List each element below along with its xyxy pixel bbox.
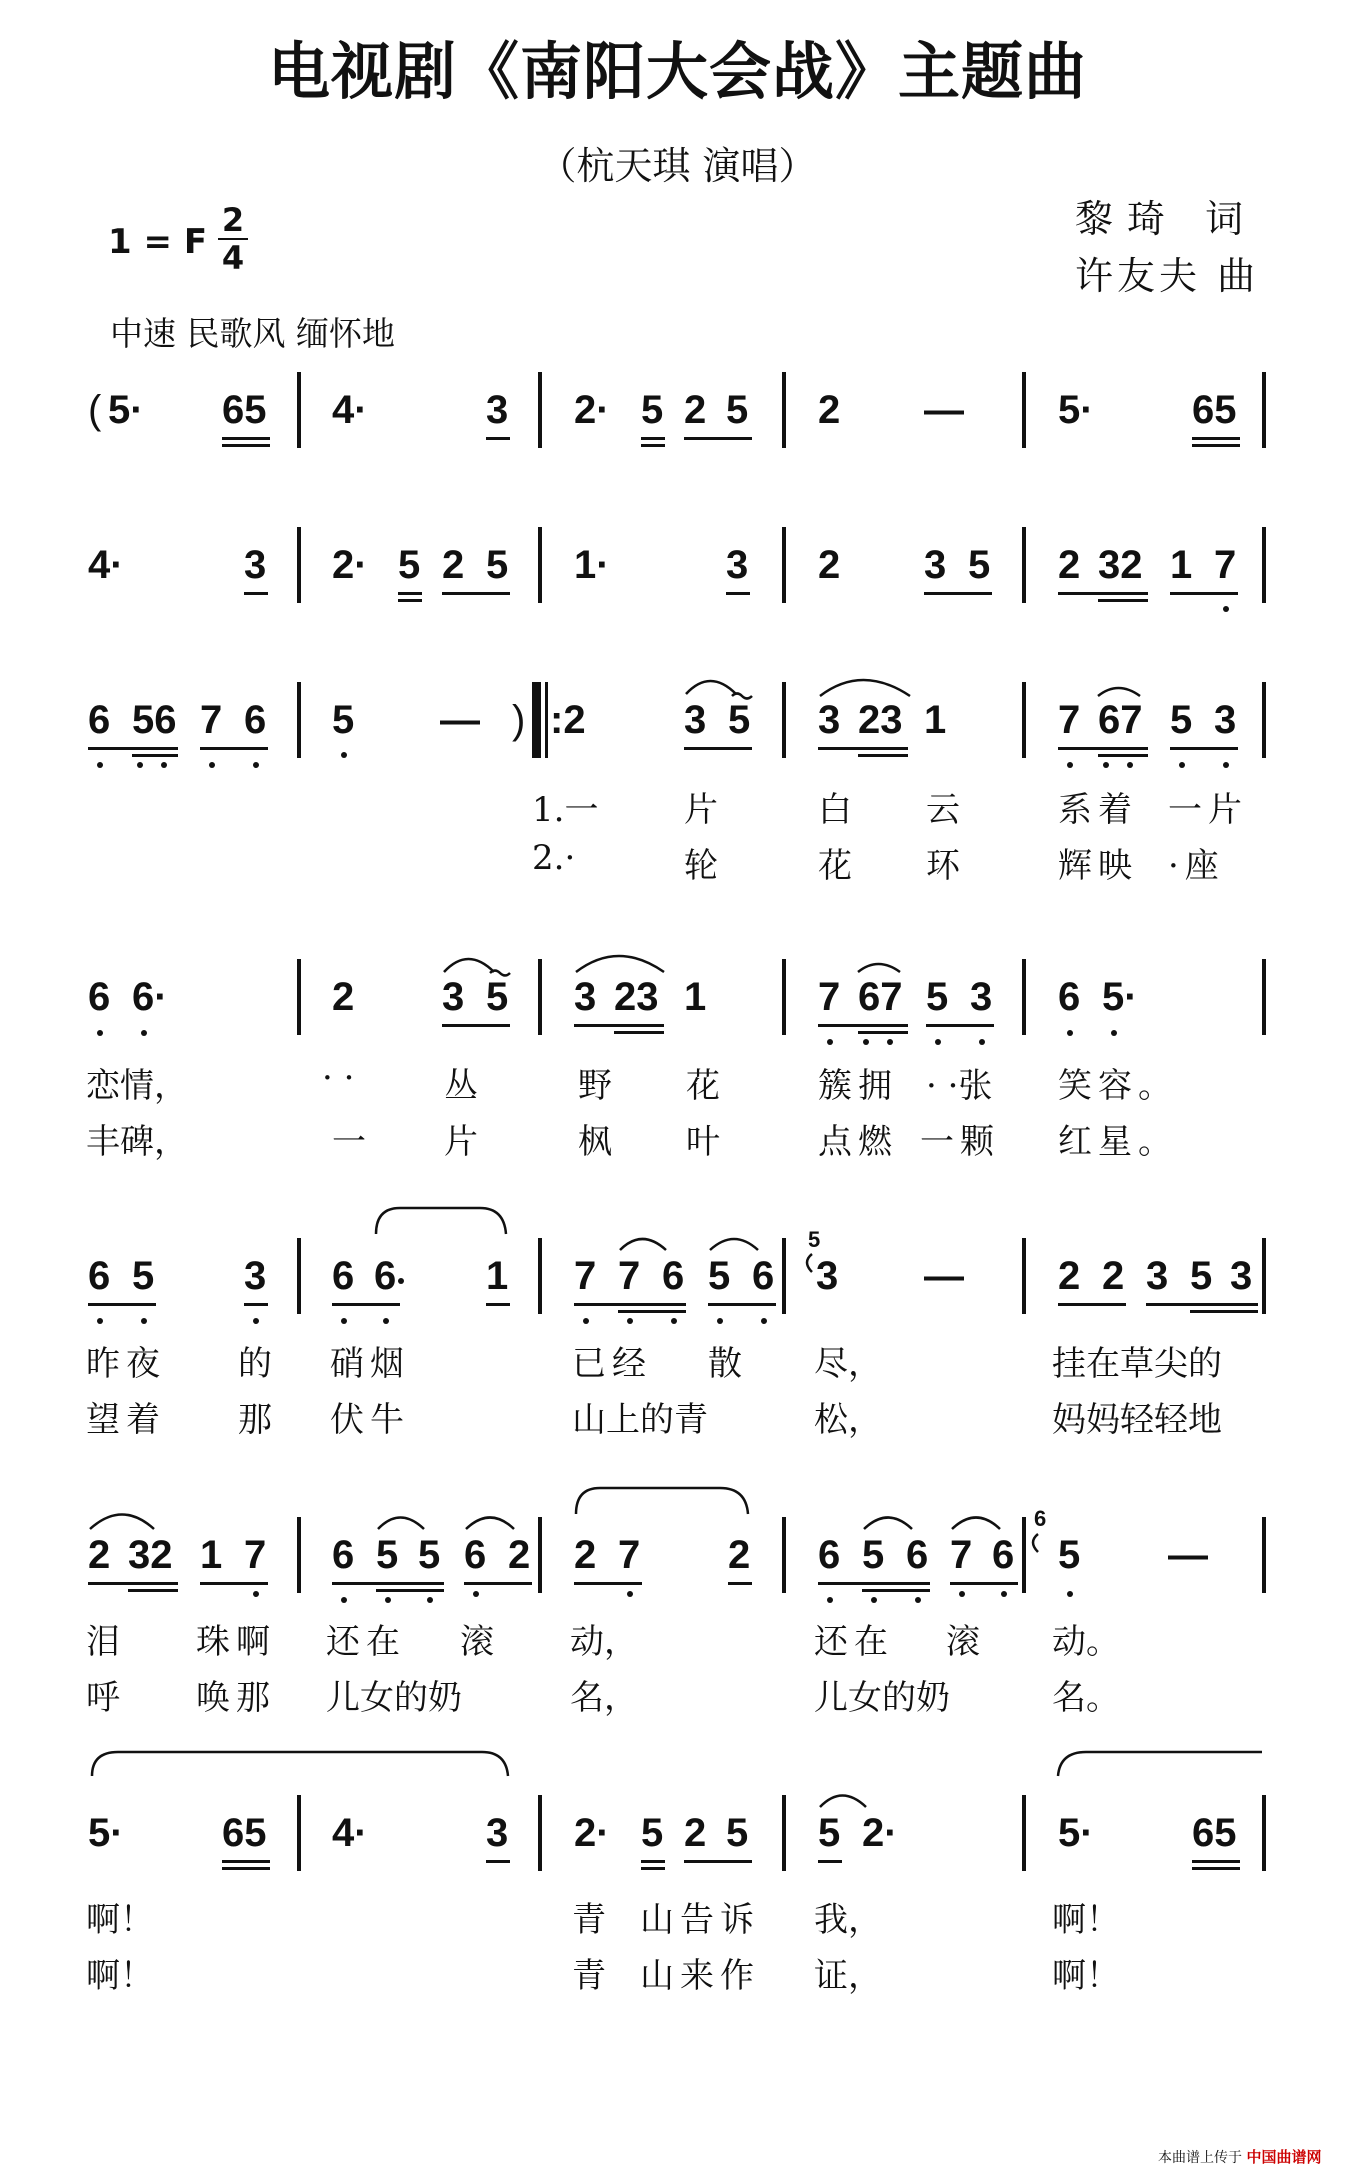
note: 7 (200, 698, 223, 742)
tie (92, 1752, 508, 1776)
lyric-verse-1: 散 (708, 1344, 742, 1384)
slur (820, 1796, 866, 1808)
note: 2 (818, 543, 841, 587)
note: 3 (684, 698, 707, 742)
note: 5 (926, 975, 949, 1019)
lyric-verse-2: 松， (814, 1400, 882, 1440)
note: 5 (726, 1811, 749, 1855)
note: 2 (684, 1811, 707, 1855)
lyric-verse-2: 轮 (684, 846, 718, 886)
note: 7 (244, 1533, 267, 1577)
lyric-verse-1: 尽， (814, 1344, 882, 1384)
note: 5 (641, 1811, 664, 1855)
lyric-verse-1: 硝烟 (330, 1344, 410, 1384)
lyric-verse-2: 望着 (86, 1400, 166, 1440)
note: 5 (728, 698, 751, 742)
note: 6 (464, 1533, 487, 1577)
note: 6 (332, 1533, 355, 1577)
note: 3 (816, 1254, 839, 1298)
note: 6 (818, 1533, 841, 1577)
note: 5 (486, 543, 509, 587)
note: 65 (222, 1811, 267, 1855)
note: 3 (486, 1811, 509, 1855)
lyric-verse-2: 枫 (578, 1122, 612, 1162)
lyric-verse-2: 红星。 (1058, 1122, 1178, 1162)
lyric-verse-1: 山告诉 (640, 1900, 760, 1940)
note: 3 (1230, 1254, 1253, 1298)
lyric-verse-2: 名， (570, 1678, 638, 1718)
note: 67 (858, 975, 903, 1019)
repeat-start-note: :2 (550, 698, 586, 742)
dash: — (924, 388, 964, 432)
dash: — (924, 1254, 964, 1298)
lyric-verse-1: 动， (570, 1622, 638, 1662)
lyric-verse-2: 环 (926, 846, 960, 886)
lyric-verse-2: 儿女的奶 (326, 1678, 462, 1718)
lyric-verse-1: 恋情， (86, 1066, 188, 1106)
lyric-verse-2: 唤那 (196, 1678, 276, 1718)
note: 5· (1058, 1811, 1094, 1855)
dash: — (1168, 1533, 1208, 1577)
grace-note: 5 (808, 1227, 821, 1252)
lyric-verse-2: 伏牛 (330, 1400, 410, 1440)
note: 3 (818, 698, 841, 742)
time-signature-numerator: 2 (221, 201, 245, 239)
note: 2 (684, 388, 707, 432)
note: 1 (486, 1254, 509, 1298)
note: 7 (1214, 543, 1237, 587)
note: 65 (1192, 388, 1237, 432)
note: 5 (418, 1533, 441, 1577)
note: 7 (618, 1533, 641, 1577)
note: 6 (1058, 975, 1081, 1019)
lyric-verse-2: 青 (572, 1956, 606, 1996)
lyric-verse-2: 一 (332, 1122, 366, 1162)
lyric-verse-1: 青 (572, 1900, 606, 1940)
lyric-verse-1: 片 (684, 790, 718, 830)
note: 5 (1170, 698, 1193, 742)
note: 23 (858, 698, 903, 742)
lyric-verse-1: 花 (686, 1066, 720, 1106)
lyric-verse-1: 簇拥 (818, 1066, 898, 1106)
lyric-verse-2: 一颗 (920, 1122, 1000, 1162)
lyricist-credit: 黎琦 词 (1075, 197, 1258, 241)
note: 67 (1098, 698, 1143, 742)
dash: — (440, 698, 480, 742)
lyric-verse-1: 滚 (946, 1622, 980, 1662)
note: 2 (1058, 543, 1081, 587)
lyric-verse-1: 云 (926, 790, 960, 830)
note: 3 (1214, 698, 1237, 742)
note: 2 (818, 388, 841, 432)
note: 2 (1102, 1254, 1125, 1298)
lyric-verse-1: 丛 (444, 1066, 478, 1106)
footer-upload-note (1158, 2146, 1321, 2167)
note: 32 (128, 1533, 173, 1577)
note: 5 (708, 1254, 731, 1298)
note: 5 (641, 388, 664, 432)
note: 3 (574, 975, 597, 1019)
note: 3 (244, 543, 267, 587)
note: 5· (1058, 388, 1094, 432)
note: 5 (862, 1533, 885, 1577)
note: 2 (332, 975, 355, 1019)
note: 4· (332, 388, 368, 432)
lyric-verse-1: 滚 (460, 1622, 494, 1662)
lyric-verse-1: 1.一 (532, 790, 599, 830)
note: 5 (486, 975, 509, 1019)
note: 3 (726, 543, 749, 587)
note: 3 (924, 543, 947, 587)
note: 5 (132, 1254, 155, 1298)
lyric-verse-1: · ·张 (926, 1066, 993, 1106)
note: 3 (970, 975, 993, 1019)
note: 6 (752, 1254, 775, 1298)
note: 32 (1098, 543, 1143, 587)
note: 6 (662, 1254, 685, 1298)
lyric-verse-2: 点燃 (818, 1122, 898, 1162)
lyric-verse-2: 啊！ (1052, 1956, 1120, 1996)
note: 6 (992, 1533, 1015, 1577)
note: 6 (374, 1254, 397, 1298)
lyric-verse-1: 动。 (1052, 1622, 1120, 1662)
note: 7 (950, 1533, 973, 1577)
note: 5 (376, 1533, 399, 1577)
note: 5 (1190, 1254, 1213, 1298)
note: 5 (818, 1811, 841, 1855)
lyric-verse-1: 野 (578, 1066, 612, 1106)
note: 2 (574, 1533, 597, 1577)
tempo-marking: 中速 民歌风 缅怀地 (110, 314, 395, 353)
note: 2· (574, 1811, 610, 1855)
note: 6 (88, 698, 111, 742)
lyric-verse-2: 儿女的奶 (814, 1678, 950, 1718)
lyric-verse-2: 片 (444, 1122, 478, 1162)
note: 7 (818, 975, 841, 1019)
note: 5 (1058, 1533, 1081, 1577)
note: 5 (726, 388, 749, 432)
lyric-verse-2: 丰碑， (86, 1122, 188, 1162)
lyric-verse-1: 还在 (814, 1622, 894, 1662)
note: 7 (618, 1254, 641, 1298)
lyric-verse-1: 还在 (326, 1622, 406, 1662)
lyric-verse-1: 珠啊 (196, 1622, 276, 1662)
lyric-verse-2: 呼 (86, 1678, 120, 1718)
repeat-paren-open: ( (88, 388, 102, 432)
lyric-verse-2: 证， (814, 1956, 882, 1996)
lyric-verse-1: 笑容。 (1058, 1066, 1178, 1106)
note: 5· (1102, 975, 1138, 1019)
note: 5 (968, 543, 991, 587)
note: 5 (332, 698, 355, 742)
grace-note: 6 (1034, 1506, 1047, 1531)
lyric-verse-2: 叶 (686, 1122, 720, 1162)
lyric-verse-2: 花 (818, 846, 852, 886)
note: 1 (1170, 543, 1193, 587)
note: 2· (332, 543, 368, 587)
note: 4· (332, 1811, 368, 1855)
note: 2 (1058, 1254, 1081, 1298)
note: 6 (88, 1254, 111, 1298)
lyric-verse-1: 的 (238, 1344, 272, 1384)
note: 7 (574, 1254, 597, 1298)
note: 3 (244, 1254, 267, 1298)
lyric-verse-1: 啊！ (1052, 1900, 1120, 1940)
note: 3 (442, 975, 465, 1019)
lyric-verse-1: 一片 (1168, 790, 1248, 830)
composer-credit: 许友夫 曲 (1075, 254, 1260, 298)
lyric-verse-2: 山来作 (640, 1956, 760, 1996)
note: 2 (508, 1533, 531, 1577)
note: 1 (924, 698, 947, 742)
lyric-verse-2: 山上的青 (572, 1400, 708, 1440)
note: 1 (684, 975, 707, 1019)
note: 7 (1058, 698, 1081, 742)
lyric-verse-2: ·座 (1168, 846, 1225, 886)
note: 2 (88, 1533, 111, 1577)
lyric-verse-2: 啊！ (86, 1956, 154, 1996)
tie (1058, 1752, 1262, 1776)
lyric-verse-1: 已经 (572, 1344, 652, 1384)
note: 23 (614, 975, 659, 1019)
note: 6 (332, 1254, 355, 1298)
note: 56 (132, 698, 177, 742)
lyric-verse-1: 挂在草尖的 (1052, 1344, 1222, 1384)
lyric-verse-2: 2.· (532, 838, 576, 878)
note: 1· (574, 543, 610, 587)
lyric-verse-1: 我， (814, 1900, 882, 1940)
note: 3 (486, 388, 509, 432)
lyric-verse-1: 昨夜 (86, 1344, 166, 1384)
lyric-verse-2: 辉映 (1058, 846, 1138, 886)
lyric-verse-1: 白 (818, 790, 852, 830)
note: 1 (200, 1533, 223, 1577)
lyric-verse-1: 系着 (1058, 790, 1138, 830)
note: 6 (244, 698, 267, 742)
performer-credit: （杭天琪 演唱） (538, 144, 817, 188)
lyric-verse-1: 啊！ (86, 1900, 154, 1940)
lyric-verse-1: · · (322, 1058, 355, 1098)
song-title: 电视剧《南阳大会战》主题曲 (267, 35, 1087, 108)
note: 6· (132, 975, 168, 1019)
note: 2 (442, 543, 465, 587)
note: 6 (906, 1533, 929, 1577)
note: 2· (574, 388, 610, 432)
note: 5· (88, 1811, 124, 1855)
lyric-verse-1: 泪 (86, 1622, 120, 1662)
time-signature-denominator: 4 (221, 239, 245, 277)
note: 5 (398, 543, 421, 587)
note: 5· (108, 388, 144, 432)
note: 2 (728, 1533, 751, 1577)
note: 4· (88, 543, 124, 587)
lyric-verse-2: 名。 (1052, 1678, 1120, 1718)
note: 6 (88, 975, 111, 1019)
key-signature: 1 = F (108, 222, 208, 262)
note: 65 (222, 388, 267, 432)
repeat-paren-close: ) (512, 698, 526, 742)
lyric-verse-2: 那 (238, 1400, 272, 1440)
note: 65 (1192, 1811, 1237, 1855)
lyric-verse-2: 妈妈轻轻地 (1052, 1400, 1222, 1440)
note: 3 (1146, 1254, 1169, 1298)
footer-upload-label: 本曲谱上传于 (1158, 2150, 1242, 2166)
note: 2· (862, 1811, 898, 1855)
site-logo-text[interactable]: 中国曲谱网 (1246, 2148, 1322, 2166)
